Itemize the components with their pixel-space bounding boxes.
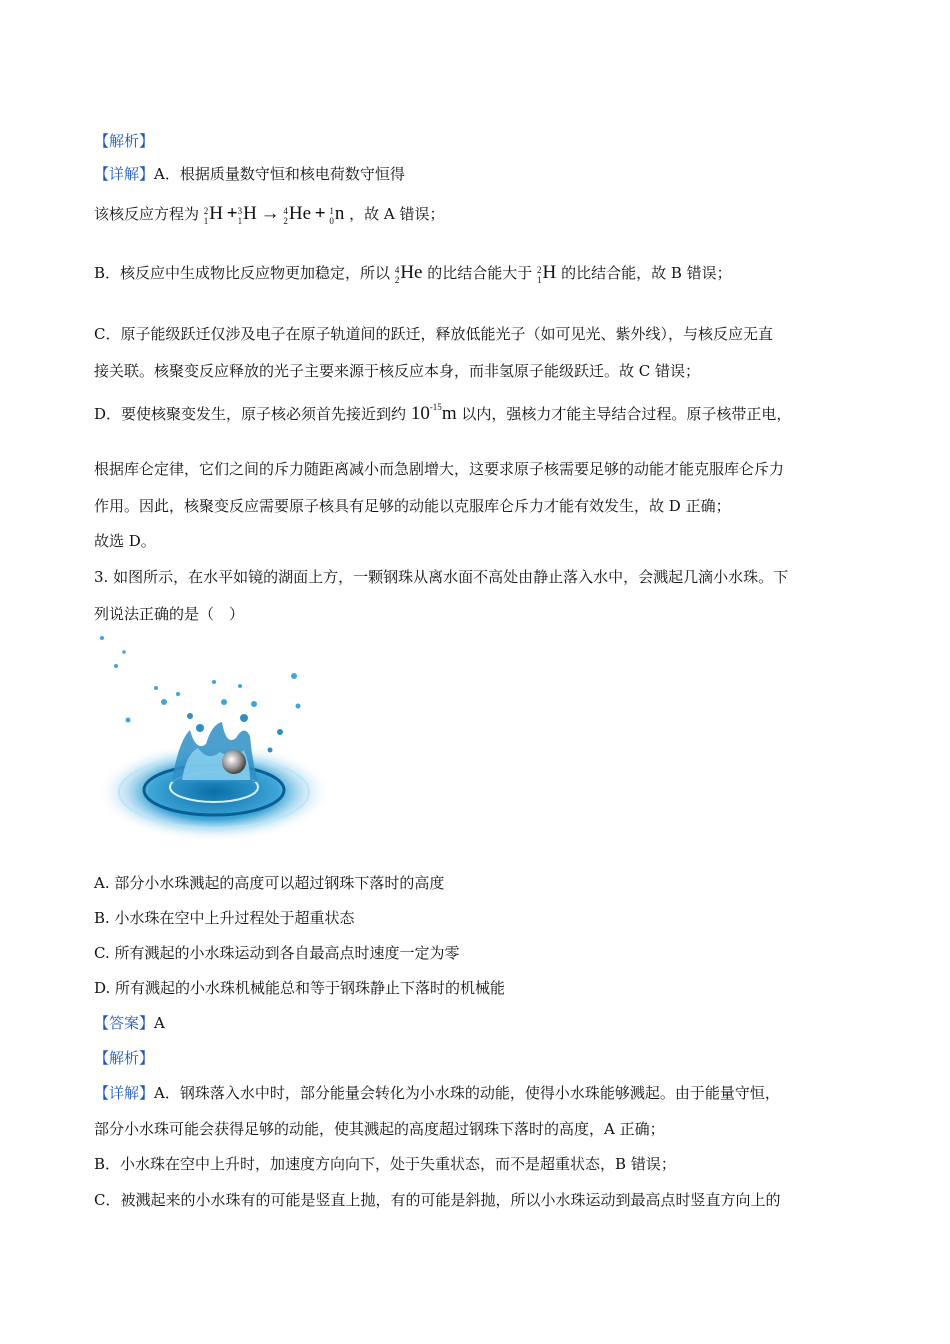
h3-indices: 3 1	[237, 205, 243, 226]
answer-value: A	[154, 1014, 165, 1032]
detail-c-line-2: 接关联。核聚变反应释放的光子主要来源于核反应本身，而非氢原子能级跃迁。故 C 错误；	[94, 362, 701, 380]
detail2-b-line: B．小水珠在空中上升时，加速度方向向下，处于失重状态，而不是超重状态，B 错误；	[94, 1155, 676, 1173]
question-3-line-2: 列说法正确的是（ ）	[94, 605, 245, 623]
h3-symbol: H	[243, 203, 257, 224]
analysis-tag-2: 【解析】	[94, 1049, 155, 1067]
choice-line: 故选 D。	[94, 532, 156, 550]
he-indices: 4 2	[283, 205, 288, 226]
h-nuclide: 2 1 H	[537, 262, 557, 285]
detail-a-line	[94, 163, 405, 184]
water-splash-image	[94, 632, 329, 848]
h2-symbol: H	[209, 203, 224, 224]
detail-d-line-2: 根据库仑定律，它们之间的斥力随距离减小而急剧增大，这要求原子核需要足够的动能才能克服库仑斥力	[94, 460, 785, 478]
equation-prefix: 该核反应方程为	[94, 205, 200, 223]
detail-tag: 【详解】	[94, 165, 155, 183]
plus-sign: +	[226, 203, 238, 224]
equation-line	[94, 203, 444, 226]
answer-line	[94, 1012, 165, 1033]
neutron-symbol: n	[334, 203, 345, 224]
reaction-arrow: →	[260, 203, 280, 224]
nuclear-equation	[204, 203, 345, 226]
option-c: C. 所有溅起的小水珠运动到各自最高点时速度一定为零	[94, 944, 460, 962]
plus-sign: +	[314, 203, 326, 224]
he-symbol: He	[288, 203, 311, 224]
option-b: B. 小水珠在空中上升过程处于超重状态	[94, 909, 355, 927]
question-3-line-1: 3. 如图所示，在水平如镜的湖面上方，一颗钢珠从离水面不高处由静止落入水中，会溅起几滴小水珠。下	[94, 568, 789, 586]
detail-a-text: A．根据质量数守恒和核电荷数守恒得	[154, 165, 405, 183]
option-a: A. 部分小水珠溅起的高度可以超过钢珠下落时的高度	[94, 874, 445, 892]
detail-b-line: B．核反应中生成物比反应物更加稳定，所以 4 2 He 的比结合能大于 2 1 H 的比结合能，故 B 错误；	[94, 262, 732, 285]
detail-d-line-3: 作用。因此，核聚变反应需要原子核具有足够的动能以克服库仑斥力才能有效发生，故 D 正确；	[94, 497, 731, 515]
n-indices: 1 0	[329, 205, 334, 226]
detail-tag-2: 【详解】	[94, 1084, 155, 1102]
option-d: D. 所有溅起的小水珠机械能总和等于钢珠静止下落时的机械能	[94, 979, 506, 997]
detail-d-line-1: D．要使核聚变发生，原子核必须首先接近到约 $10^{-15}m$ 以内，强核力才能主导结合过程。原子核带正电，	[94, 402, 792, 424]
detail2-a-line-2: 部分小水珠可能会获得足够的动能，使其溅起的高度超过钢珠下落时的高度，A 正确；	[94, 1120, 665, 1138]
detail2-a-line-1: 【详解】A．钢珠落入水中时，部分能量会转化为小水珠的动能，使得小水珠能够溅起。由于能量守恒，	[94, 1084, 780, 1102]
distance-value: $10^{-15}m$	[410, 402, 457, 424]
detail2-c-line: C．被溅起来的小水珠有的可能是竖直上抛，有的可能是斜抛，所以小水珠运动到最高点时竖直方向上的	[94, 1191, 781, 1209]
he-nuclide: 4 2 He	[394, 262, 423, 285]
analysis-tag: 【解析】	[94, 132, 155, 150]
h2-indices: 2 1	[203, 205, 209, 226]
answer-tag: 【答案】	[94, 1014, 155, 1032]
water-splash-illustration	[94, 632, 329, 848]
detail-c-line-1: C．原子能级跃迁仅涉及电子在原子轨道间的跃迁，释放低能光子（如可见光、紫外线），与核反应无直	[94, 325, 773, 343]
equation-suffix: ，故 A 错误；	[349, 205, 445, 223]
